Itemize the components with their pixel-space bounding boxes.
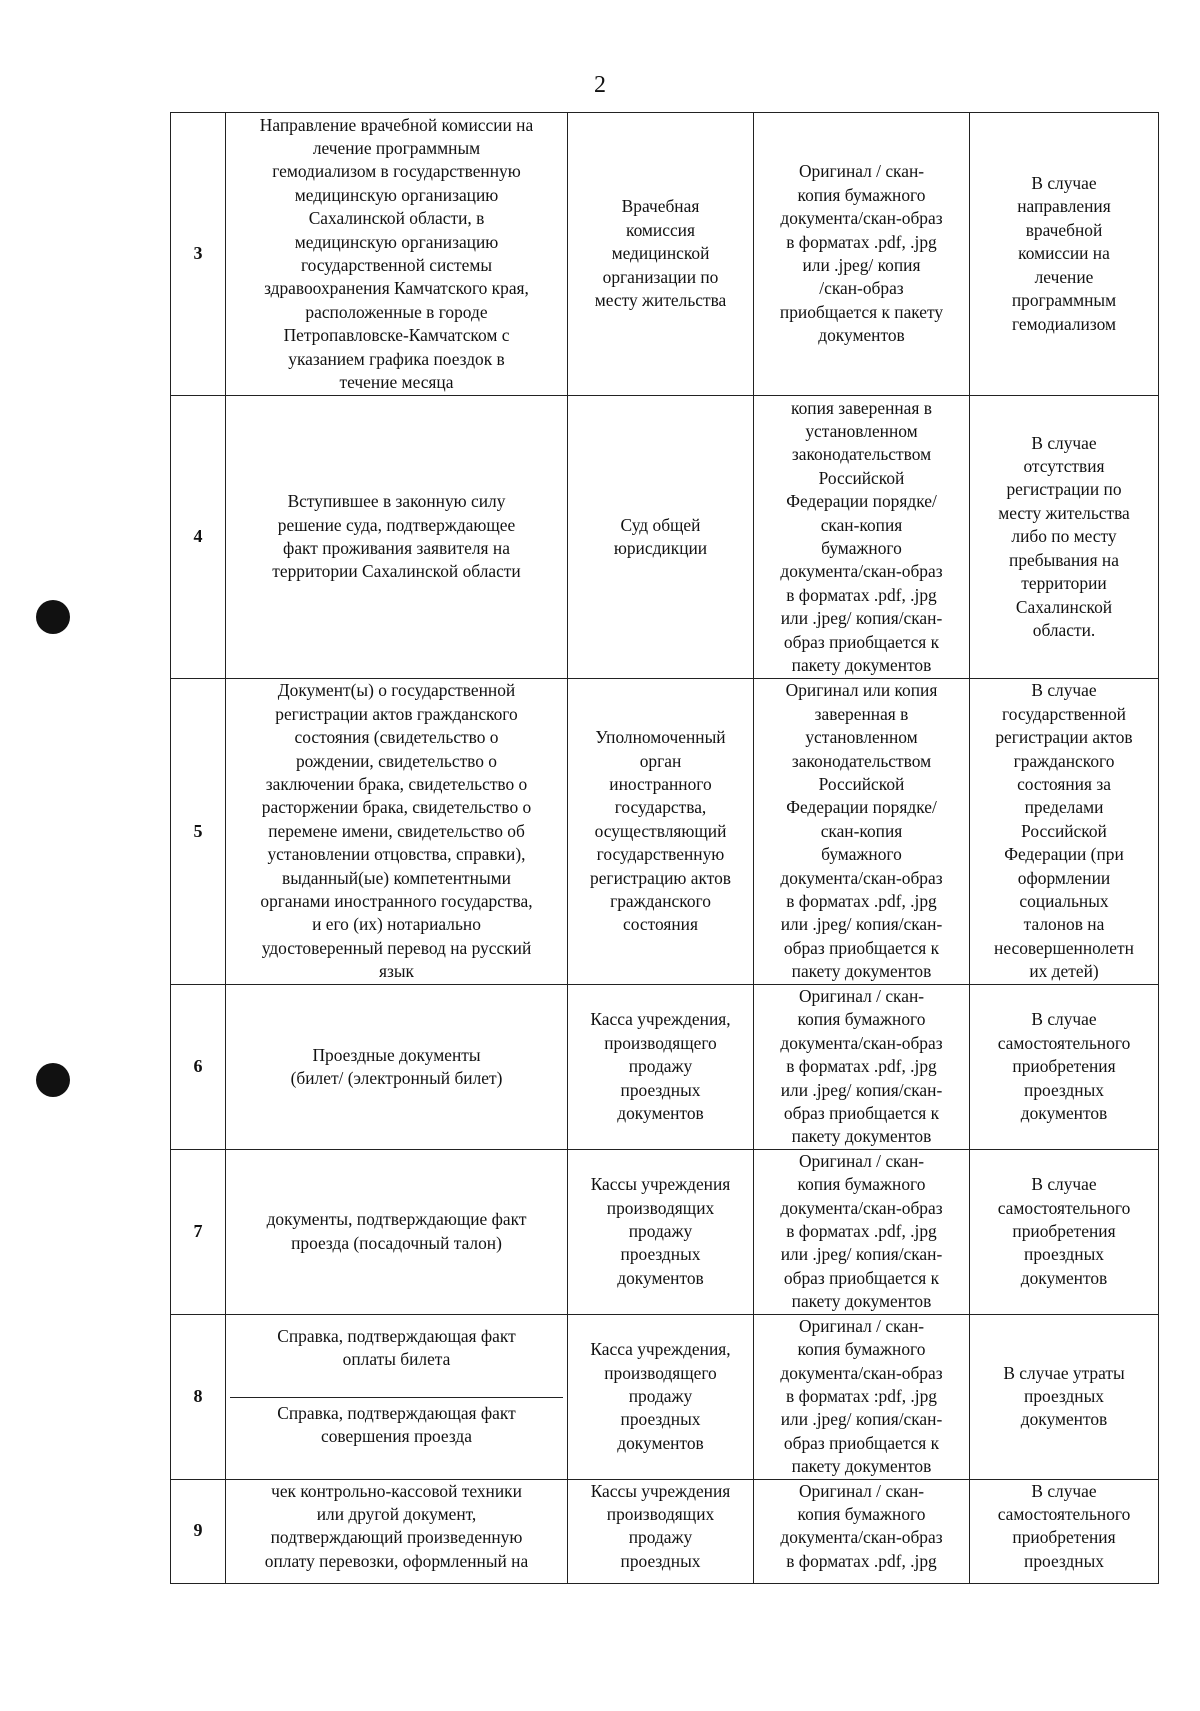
table-row <box>171 1314 1159 1479</box>
issuing-organization: Касса учреждения, производящего продажу проездных документов <box>568 1314 754 1479</box>
issuing-organization: Кассы учреждения производящих продажу проездных документов <box>568 1149 754 1314</box>
document-name: Справка, подтверждающая факт совершения проезда <box>230 1397 563 1473</box>
condition-note: В случае самостоятельного приобретения проездных документов <box>970 1149 1159 1314</box>
row-number: 5 <box>171 679 226 985</box>
row-number: 8 <box>171 1314 226 1479</box>
document-name: Направление врачебной комиссии на лечение программным гемодиализом в государственную медицинскую организацию Сахалинской области, в медицинскую организацию государственной системы здравоохранения Камчатского края, расположенные в городе Петропавловске-Камчатском с указанием графика поездок в течение месяца <box>226 113 568 396</box>
document-name: Проездные документы (билет/ (электронный билет) <box>226 985 568 1150</box>
submission-form: копия заверенная в установленном законодательством Российской Федерации порядке/ скан-копия бумажного документа/скан-образ в форматах .pdf, .jpg или .jpeg/ копия/скан- образ приобщается к пакету документов <box>754 396 970 679</box>
condition-note: В случае самостоятельного приобретения проездных <box>970 1479 1159 1583</box>
condition-note: В случае самостоятельного приобретения проездных документов <box>970 985 1159 1150</box>
table-row <box>171 1479 1159 1583</box>
row-number: 3 <box>171 113 226 396</box>
row-number: 7 <box>171 1149 226 1314</box>
table-row <box>171 679 1159 985</box>
table-row <box>171 985 1159 1150</box>
issuing-organization: Суд общей юрисдикции <box>568 396 754 679</box>
condition-note: В случае направления врачебной комиссии на лечение программным гемодиализом <box>970 113 1159 396</box>
row-number: 9 <box>171 1479 226 1583</box>
submission-form: Оригинал / скан- копия бумажного документа/скан-образ в форматах :pdf, .jpg или .jpeg/ копия/скан- образ приобщается к пакету документов <box>754 1314 970 1479</box>
document-name: Справка, подтверждающая факт оплаты билета <box>277 1325 516 1370</box>
submission-form: Оригинал / скан- копия бумажного документа/скан-образ в форматах .pdf, .jpg или .jpeg/ копия/скан- образ приобщается к пакету документов <box>754 985 970 1150</box>
submission-form: Оригинал / скан- копия бумажного документа/скан-образ в форматах .pdf, .jpg <box>754 1479 970 1583</box>
submission-form: Оригинал или копия заверенная в установленном законодательством Российской Федерации порядке/ скан-копия бумажного документа/скан-образ в форматах .pdf, .jpg или .jpeg/ копия/скан- образ приобщается к пакету документов <box>754 679 970 985</box>
issuing-organization: Кассы учреждения производящих продажу проездных <box>568 1479 754 1583</box>
row-number: 6 <box>171 985 226 1150</box>
punch-hole-mark <box>36 600 70 634</box>
document-name-split <box>226 1314 568 1479</box>
submission-form: Оригинал / скан- копия бумажного документа/скан-образ в форматах .pdf, .jpg или .jpeg/ копия /скан-образ приобщается к пакету документов <box>754 113 970 396</box>
document-name: Вступившее в законную силу решение суда, подтверждающее факт проживания заявителя на территории Сахалинской области <box>226 396 568 679</box>
document-name: Документ(ы) о государственной регистрации актов гражданского состояния (свидетельство о рождении, свидетельство о заключении брака, свидетельство о расторжении брака, свидетельство о перемене имени, свидетельство об установлении отцовства, справки), выданный(ые) компетентными органами иностранного государства, и его (их) нотариально удостоверенный перевод на русский язык <box>226 679 568 985</box>
table-row <box>171 396 1159 679</box>
condition-note: В случае отсутствия регистрации по месту жительства либо по месту пребывания на территории Сахалинской области. <box>970 396 1159 679</box>
row-number: 4 <box>171 396 226 679</box>
table-row <box>171 113 1159 396</box>
documents-table <box>170 112 1159 1584</box>
issuing-organization: Касса учреждения, производящего продажу проездных документов <box>568 985 754 1150</box>
issuing-organization: Врачебная комиссия медицинской организации по месту жительства <box>568 113 754 396</box>
submission-form: Оригинал / скан- копия бумажного документа/скан-образ в форматах .pdf, .jpg или .jpeg/ копия/скан- образ приобщается к пакету документов <box>754 1149 970 1314</box>
condition-note: В случае государственной регистрации актов гражданского состояния за пределами Российской Федерации (при оформлении социальных талонов на несовершеннолетн их детей) <box>970 679 1159 985</box>
table-row <box>171 1149 1159 1314</box>
condition-note: В случае утраты проездных документов <box>970 1314 1159 1479</box>
document-name: документы, подтверждающие факт проезда (посадочный талон) <box>226 1149 568 1314</box>
page-number: 2 <box>594 72 606 98</box>
issuing-organization: Уполномоченный орган иностранного государства, осуществляющий государственную регистрацию актов гражданского состояния <box>568 679 754 985</box>
document-name: чек контрольно-кассовой техники или другой документ, подтверждающий произведенную оплату перевозки, оформленный на <box>226 1479 568 1583</box>
punch-hole-mark <box>36 1063 70 1097</box>
